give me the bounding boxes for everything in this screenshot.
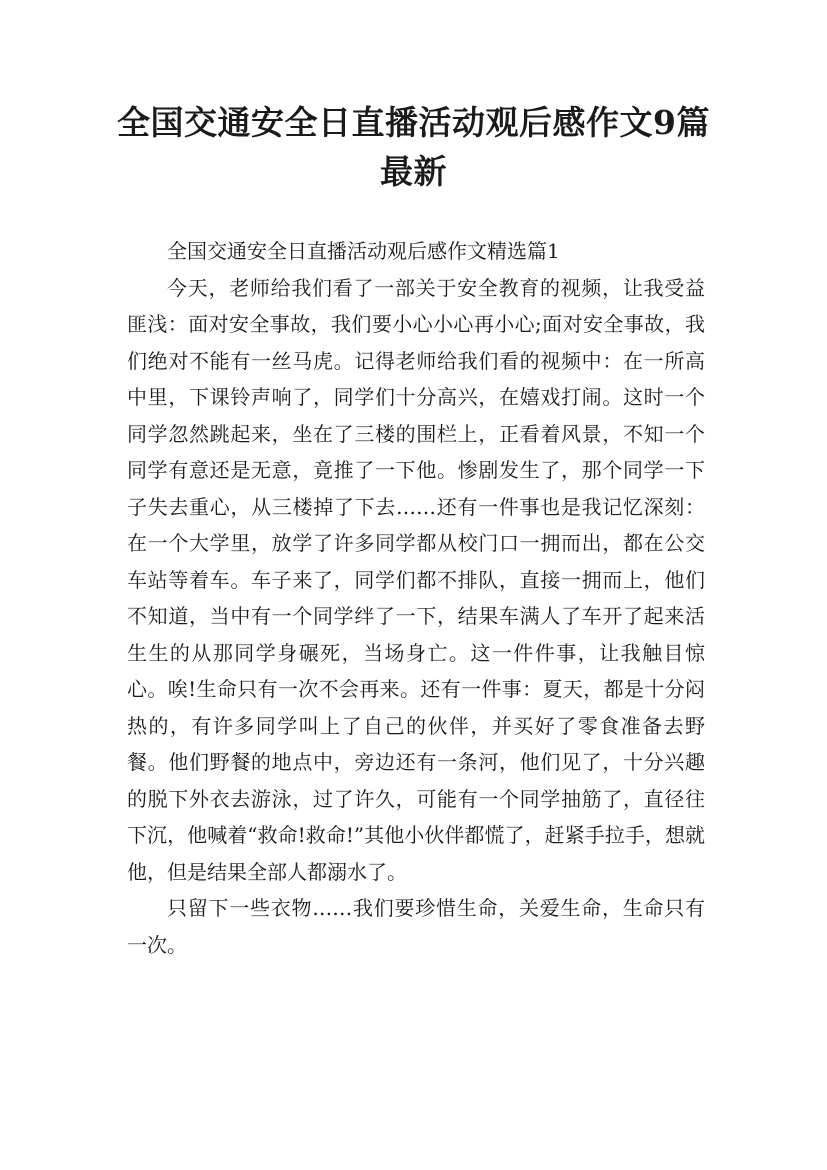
section-heading: 全国交通安全日直播活动观后感作文精选篇1: [167, 239, 560, 263]
document-title: 全国交通安全日直播活动观后感作文9篇最新: [117, 103, 710, 191]
document-body: [127, 233, 705, 963]
body-paragraph: 今天，老师给我们看了一部关于安全教育的视频，让我受益匪浅：面对安全事故，我们要小心小心再小心;面对安全事故，我们绝对不能有一丝马虎。记得老师给我们看的视频中：在一所高中里，下课铃声响了，同学们十分高兴，在嬉戏打闹。这时一个同学忽然跳起来，坐在了三楼的围栏上，正看着风景，不知一个同学有意还是无意，竟推了一下他。惨剧发生了，那个同学一下子失去重心，从三楼掉了下去……还有一件事也是我记忆深刻：在一个大学里，放学了许多同学都从校门口一拥而出，都在公交车站等着车。车子来了，同学们都不排队，直接一拥而上，他们不知道，当中有一个同学绊了一下，结果车满人了车开了起来活生生的从那同学身碾死，当场身亡。这一件件事，让我触目惊心。唉!生命只有一次不会再来。还有一件事：夏天，都是十分闷热的，有许多同学叫上了自己的伙伴，并买好了零食准备去野餐。他们野餐的地点中，旁边还有一条河，他们见了，十分兴趣的脱下外衣去游泳，过了许久，可能有一个同学抽筋了，直径往下沉，他喊着“救命!救命!”其他小伙伴都慌了，赶紧手拉手，想就他，但是结果全部人都溺水了。: [127, 275, 705, 884]
body-paragraph: 只留下一些衣物……我们要珍惜生命，关爱生命，生命只有一次。: [127, 896, 705, 957]
